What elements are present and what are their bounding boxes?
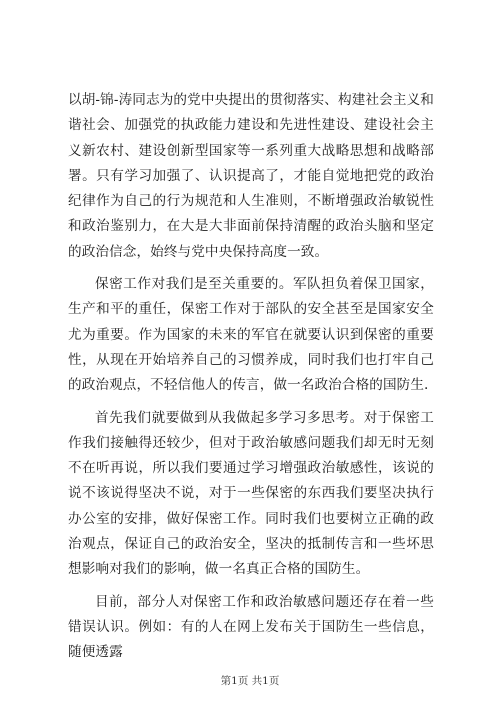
page-footer: 第1页 共1页 — [220, 675, 280, 687]
document-body — [68, 88, 434, 673]
paragraph-confidentiality-importance: 保密工作对我们是至关重要的。军队担负着保卫国家，生产和平的重任，保密工作对于部队的安全甚至是国家安全尤为重要。作为国家的未来的军官在就要认识到保密的重要性，从现在开始培养自己的习惯养成，同时我们也打牢自己的政治观点，不轻信他人的传言，做一名政治合格的国防生. — [68, 276, 434, 394]
paragraph-continuation: 以胡-锦-涛同志为的党中央提出的贯彻落实、构建社会主义和谐社会、加强党的执政能力建设和先进性建设、建设社会主义新农村、建设创新型国家等一系列重大战略思想和战略部署。只有学习加强了、认识提高了，才能自觉地把党的政治纪律作为自己的行为规范和人生准则，不断增强政治敏锐性和政治鉴别力，在大是大非面前保持清醒的政治头脑和坚定的政治信念，始终与党中央保持高度一致。 — [68, 92, 434, 260]
paragraph-misconceptions: 目前，部分人对保密工作和政治敏感问题还存在着一些错误认识。例如：有的人在网上发布关于国防生一些信息，随便透露 — [68, 593, 434, 661]
paragraph-start-with-self: 首先我们就要做到从我做起多学习多思考。对于保密工作我们接触得还较少，但对于政治敏感问题我们却无时无刻不在听再说，所以我们要通过学习增强政治敏感性，该说的说不该说得坚决不说，对于一些保密的东西我们要坚决执行办公室的安排，做好保密工作。同时我们也要树立正确的政治观点，保证自己的政治安全，坚决的抵制传言和一些坏思想影响对我们的影响，做一名真正合格的国防生。 — [68, 409, 434, 578]
